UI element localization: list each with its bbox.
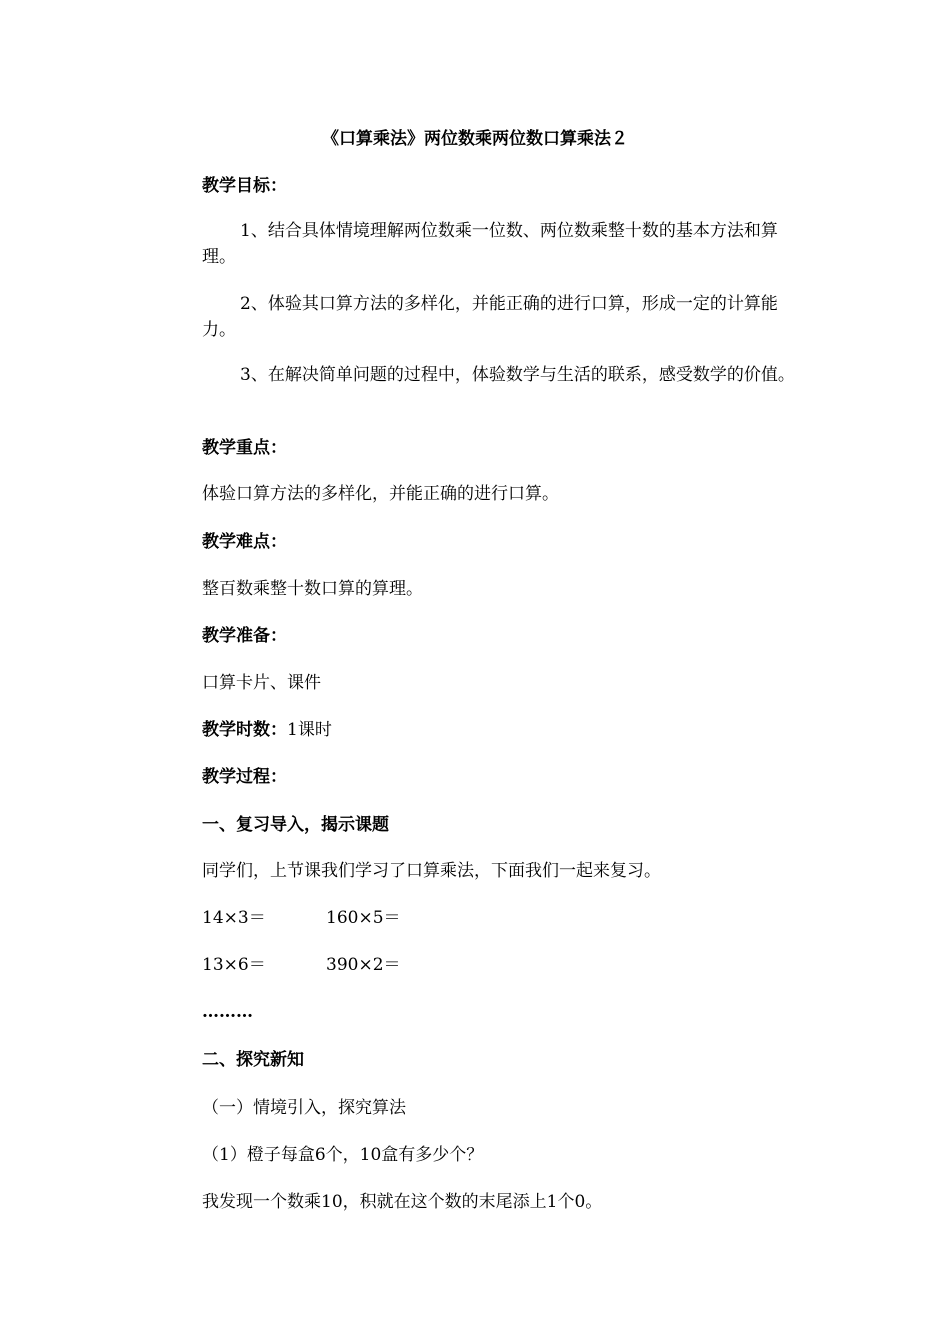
process-heading: 教学过程： bbox=[202, 767, 287, 787]
section2-finding: 我发现一个数乘10，积就在这个数的末尾添上1个0。 bbox=[202, 1192, 603, 1212]
exercise-item: 13×6＝ bbox=[202, 955, 266, 975]
exercise-item: 14×3＝ bbox=[202, 908, 266, 928]
preparation-text: 口算卡片、课件 bbox=[202, 673, 321, 693]
difficulty-text: 整百数乘整十数口算的算理。 bbox=[202, 579, 423, 599]
key-point-heading: 教学重点： bbox=[202, 438, 287, 458]
hours-line bbox=[202, 717, 332, 743]
goals-heading: 教学目标： bbox=[202, 176, 287, 196]
section1-intro: 同学们，上节课我们学习了口算乘法，下面我们一起来复习。 bbox=[202, 861, 661, 881]
document-title: 《口算乘法》两位数乘两位数口算乘法２ bbox=[322, 129, 628, 149]
goal-item-1: 1、结合具体情境理解两位数乘一位数、两位数乘整十数的基本方法和算理。 bbox=[202, 221, 778, 267]
section1-heading: 一、复习导入，揭示课题 bbox=[202, 815, 389, 835]
difficulty-heading: 教学难点： bbox=[202, 532, 287, 552]
section2-heading: 二、探究新知 bbox=[202, 1050, 304, 1070]
goal-item-2: 2、体验其口算方法的多样化，并能正确的进行口算，形成一定的计算能力。 bbox=[202, 294, 778, 340]
exercise-ellipsis: ……… bbox=[202, 1002, 253, 1022]
key-point-text: 体验口算方法的多样化，并能正确的进行口算。 bbox=[202, 484, 559, 504]
hours-text: 1课时 bbox=[287, 720, 332, 740]
section2-sub1: （一）情境引入，探究算法 bbox=[202, 1098, 406, 1118]
exercise-item: 160×5＝ bbox=[326, 908, 401, 928]
section2-question-1: （1）橙子每盒6个，10盒有多少个？ bbox=[202, 1145, 484, 1165]
exercise-item: 390×2＝ bbox=[326, 955, 401, 975]
hours-heading: 教学时数： bbox=[202, 720, 287, 740]
goal-item-3: 3、在解决简单问题的过程中，体验数学与生活的联系，感受数学的价值。 bbox=[240, 365, 795, 385]
preparation-heading: 教学准备： bbox=[202, 626, 287, 646]
